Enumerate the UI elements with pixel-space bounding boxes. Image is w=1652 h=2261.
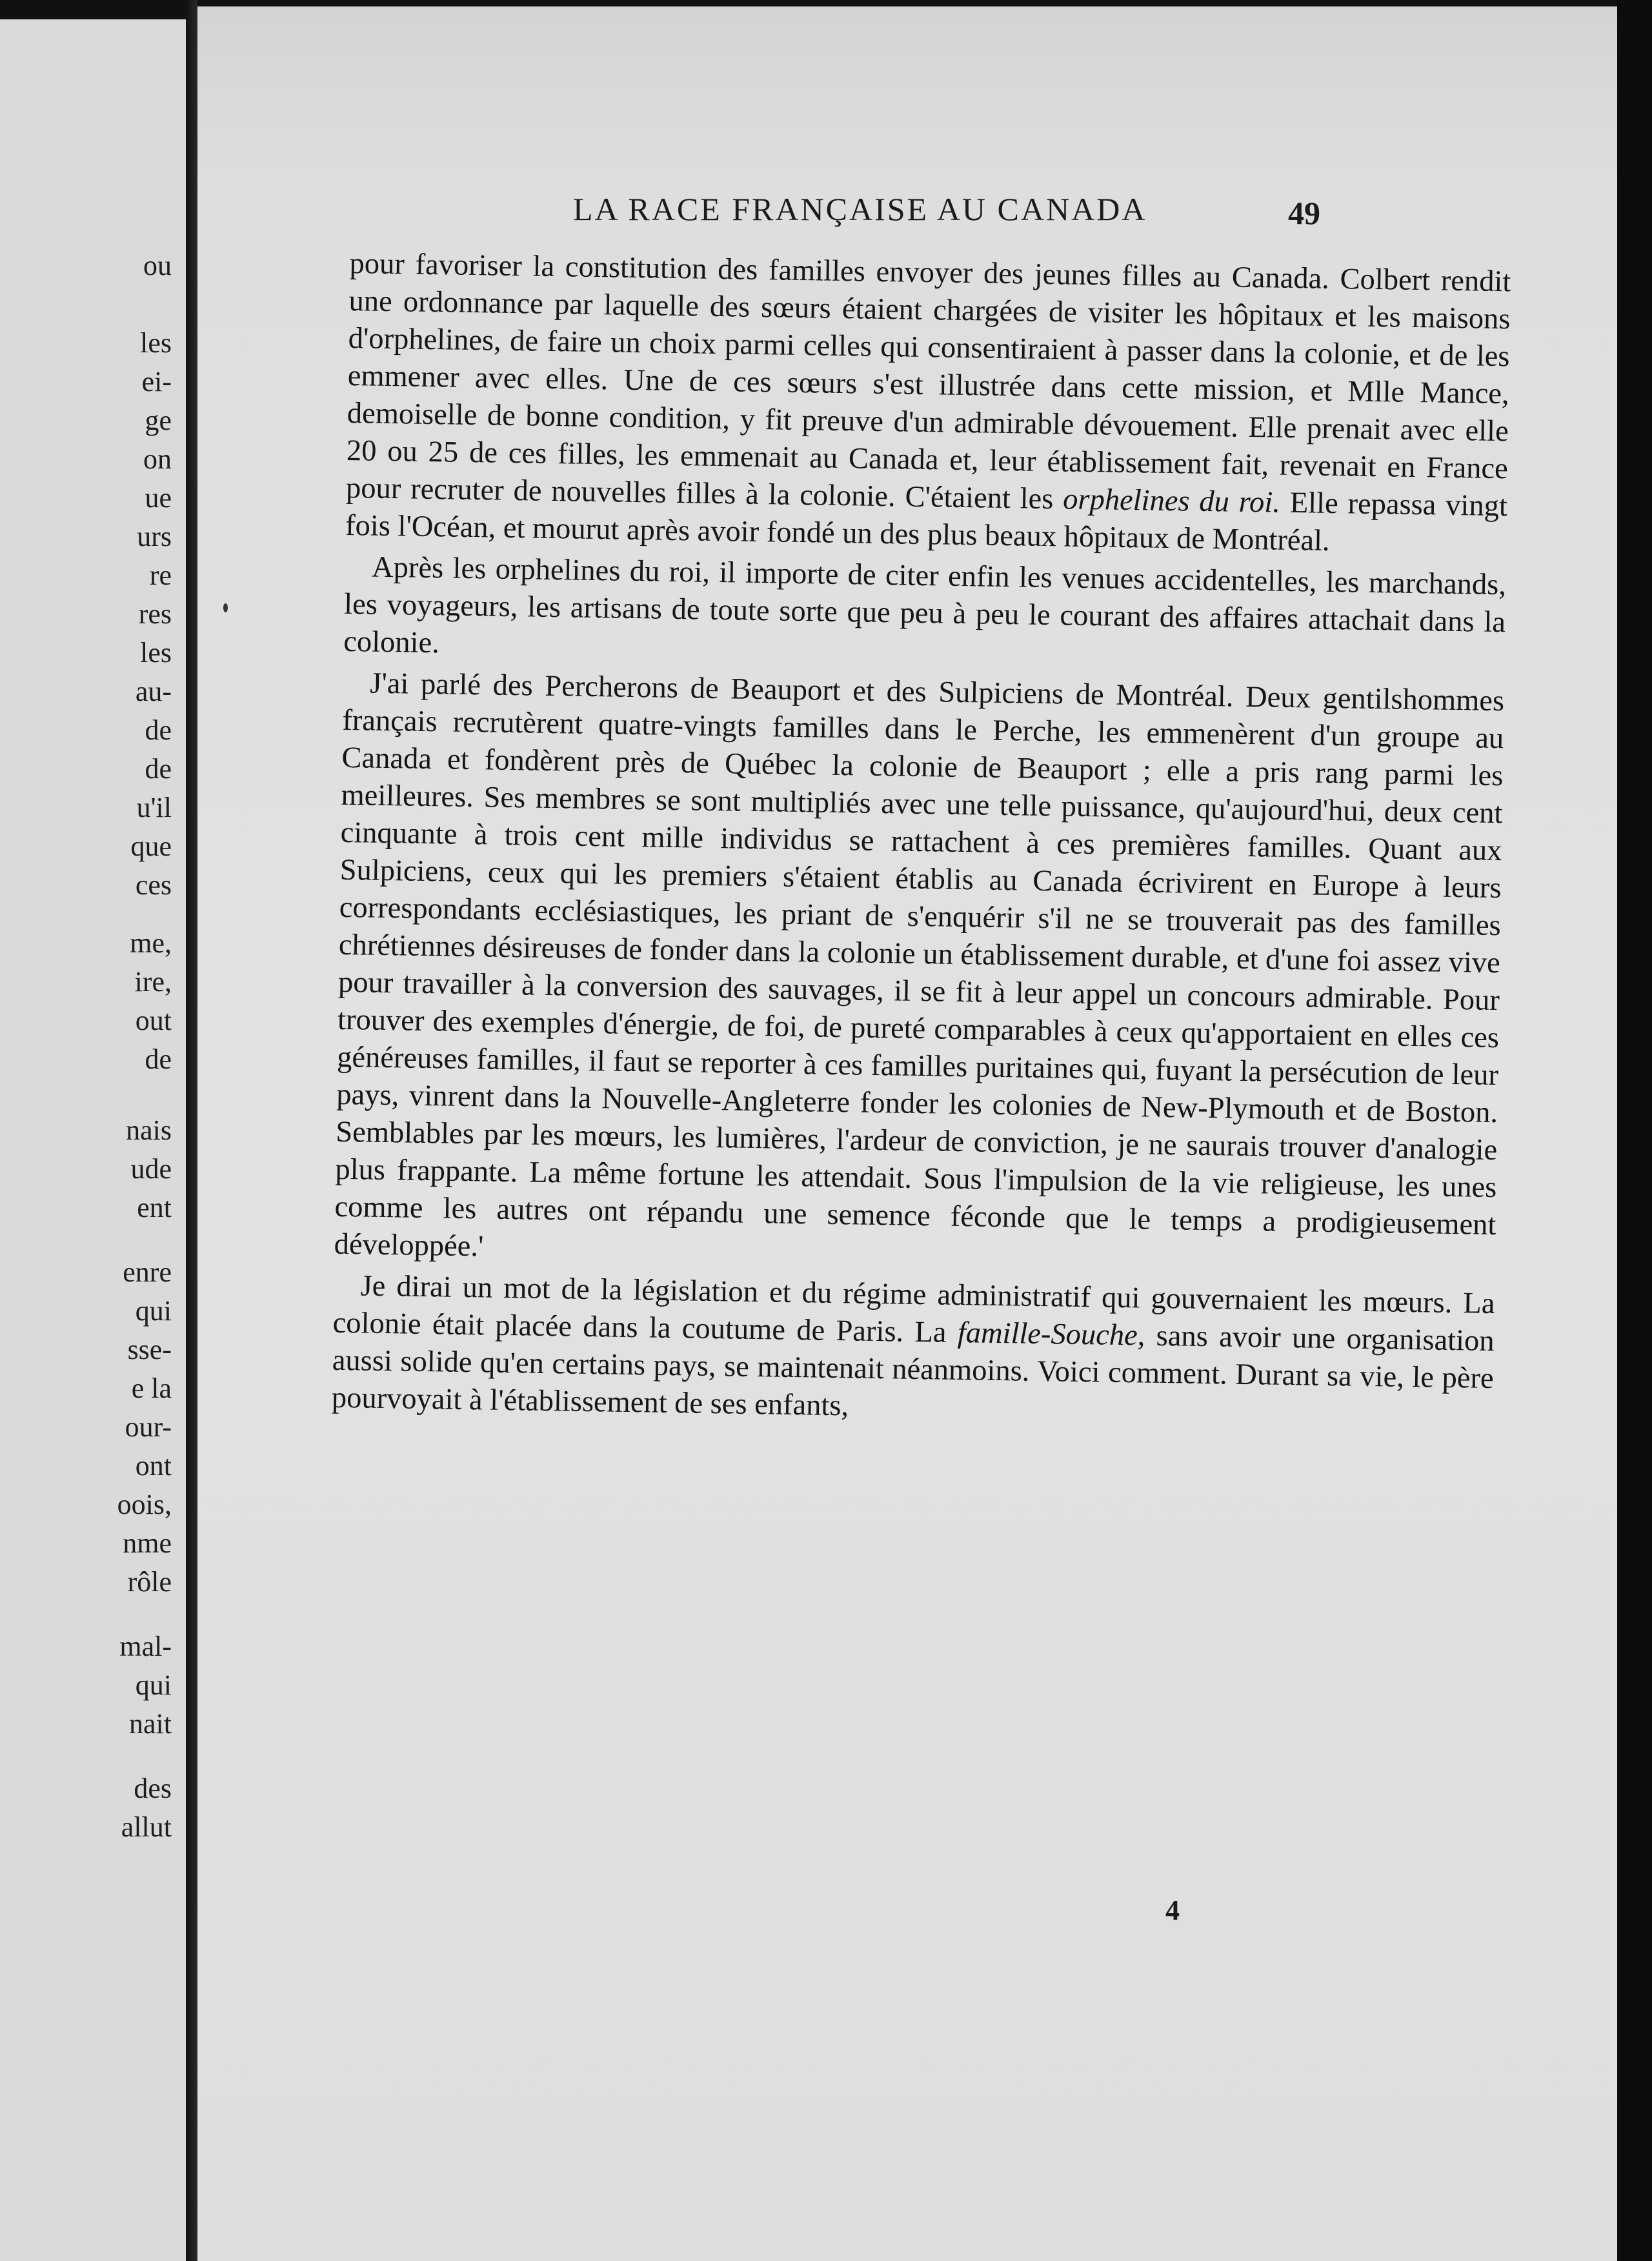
left-page-fragment: nme bbox=[123, 1527, 172, 1559]
left-page-fragment: urs bbox=[137, 521, 172, 552]
left-page-fragment: de bbox=[145, 1043, 172, 1075]
left-page-fragment: rôle bbox=[127, 1566, 172, 1598]
left-page-fragment: out bbox=[135, 1005, 172, 1036]
scan-right-edge bbox=[1617, 0, 1652, 2261]
left-page-fragment: nait bbox=[129, 1708, 172, 1740]
left-page-fragment: on bbox=[143, 443, 172, 475]
left-facing-page bbox=[0, 19, 186, 2261]
left-page-fragment: ent bbox=[137, 1192, 172, 1223]
scan-speck bbox=[223, 603, 228, 612]
left-page-fragment: mal- bbox=[119, 1631, 172, 1662]
paragraph-orphelines bbox=[345, 245, 1511, 563]
paragraph-text: pour favoriser la constitution des familles envoyer des jeunes filles au Canada. Colbert rendit une ordonnance par laquelle des sœurs étaient chargées de visiter les hôpitaux et les maisons d'orphelines, de faire un choix parmi celles qui consentiraient à passer dans la colonie, et de les emmener avec elles. Une de ces sœurs s'est illustrée dans cette mission, et Mlle Mance, demoiselle de bonne condition, y fit preuve d'un admirable dévouement. Elle prenait avec elle 20 ou 25 de ces filles, les emmenait au Canada et, leur établissement fait, revenait en France pour recruter de nouvelles filles à la colonie. C'étaient les bbox=[345, 246, 1511, 516]
left-page-fragment: de bbox=[145, 714, 172, 746]
page-header bbox=[197, 190, 1617, 236]
running-title: LA RACE FRANÇAISE AU CANADA bbox=[573, 191, 1147, 227]
page-number: 49 bbox=[1288, 195, 1320, 231]
left-page-fragment: les bbox=[140, 637, 172, 668]
left-page-fragment: enre bbox=[123, 1256, 172, 1288]
left-page-fragment: ou bbox=[143, 250, 172, 281]
page-body bbox=[331, 245, 1511, 1439]
left-page-fragment: ge bbox=[145, 405, 172, 436]
emphasis-text: orphelines du roi. bbox=[1062, 483, 1281, 519]
book-gutter bbox=[186, 0, 197, 2261]
left-page-fragment: e la bbox=[131, 1372, 172, 1404]
left-page-fragment: que bbox=[130, 830, 172, 862]
left-page-fragment: u'il bbox=[136, 792, 172, 823]
left-page-fragment: de bbox=[145, 753, 172, 785]
left-page-fragment: des bbox=[134, 1773, 172, 1804]
left-page-fragment: res bbox=[138, 598, 172, 630]
left-page-fragment: ue bbox=[145, 482, 172, 514]
left-page-fragment: qui bbox=[135, 1669, 172, 1701]
left-page-fragment: ces bbox=[135, 869, 172, 901]
left-page-fragment: ude bbox=[130, 1153, 172, 1185]
left-page-fragment: les bbox=[140, 327, 172, 359]
paragraph-text: Elle repassa vingt fois l'Océan, et mourut après avoir fondé un des plus beaux hôpitaux de Montréal. bbox=[345, 486, 1508, 558]
left-page-text-fragments bbox=[0, 19, 186, 2261]
left-page-fragment: au- bbox=[135, 676, 172, 707]
left-page-fragment: ei- bbox=[141, 366, 172, 397]
left-page-fragment: our- bbox=[125, 1411, 172, 1443]
paragraph-percherons: J'ai parlé des Percherons de Beauport et des Sulpiciens de Montréal. Deux gentilshommes français recrutèrent quatre-vingts familles dans le Perche, les emmenèrent d'un groupe au Canada et fondèrent près de Québec la colonie de Beauport ; elle a pris rang parmi les meilleures. Ses membres se sont multipliés avec une telle puissance, qu'aujourd'hui, deux cent cinquante à trois cent mille individus se rattachent à ces premières familles. Quant aux Sulpiciens, ceux qui les premiers s'étaient établis au Canada écrivirent en Europe à leurs correspondants ecclésiastiques, les priant de s'enquérir s'il ne se trouverait pas des familles chrétiennes désireuses de fonder dans la colonie un établissement durable, et d'une foi assez vive pour travailler à la conversion des sauvages, il se fit à leur appel un concours admirable. Pour trouver des exemples d'énergie, de foi, de pureté comparables à ceux qu'apportaient en elles ces généreuses familles, il faut se reporter à ces familles puritaines qui, fuyant la persécution de leur pays, vinrent dans la Nouvelle-Angleterre fonder les colonies de New-Plymouth et de Boston. Semblables par les mœurs, les lumières, l'ardeur de conviction, je ne saurais trouver d'analogie plus frappante. La même fortune les attendait. Sous l'impulsion de la vie religieuse, les unes comme les autres ont répandu une semence féconde que le temps a prodigieusement développée.' bbox=[334, 667, 1505, 1263]
left-page-fragment: nais bbox=[126, 1114, 172, 1146]
left-page-fragment: allut bbox=[121, 1811, 172, 1843]
left-page-fragment: ont bbox=[135, 1450, 172, 1482]
left-page-fragment: qui bbox=[135, 1295, 172, 1327]
paragraph-legislation bbox=[331, 1267, 1495, 1435]
left-page-fragment: sse- bbox=[127, 1334, 172, 1365]
left-page-fragment: me, bbox=[130, 927, 172, 959]
signature-mark: 4 bbox=[1165, 1894, 1180, 1926]
paragraph-text: Je dirai un mot de la législation et du régime administratif qui gouvernaient les mœurs. La colonie était placée dans la coutume de Paris. La bbox=[332, 1269, 1495, 1349]
paragraph-venues-accidentelles: Après les orphelines du roi, il importe de citer enfin les venues accidentelles, les marchands, les voyageurs, les artisans de toute sorte que peu à peu le courant des affaires attachait dans la colonie. bbox=[343, 550, 1507, 660]
left-page-fragment: re bbox=[149, 559, 172, 591]
left-page-fragment: oois, bbox=[117, 1489, 172, 1520]
main-page bbox=[197, 6, 1617, 2261]
left-page-fragment: ire, bbox=[134, 966, 172, 998]
emphasis-text: famille-Souche, bbox=[957, 1316, 1145, 1352]
paragraph-text: sans avoir une organisation aussi solide qu'en certains pays, se maintenait néanmoins. Voici comment. Durant sa vie, le père pourvoyait à l'établissement de ses enfants, bbox=[331, 1319, 1495, 1423]
